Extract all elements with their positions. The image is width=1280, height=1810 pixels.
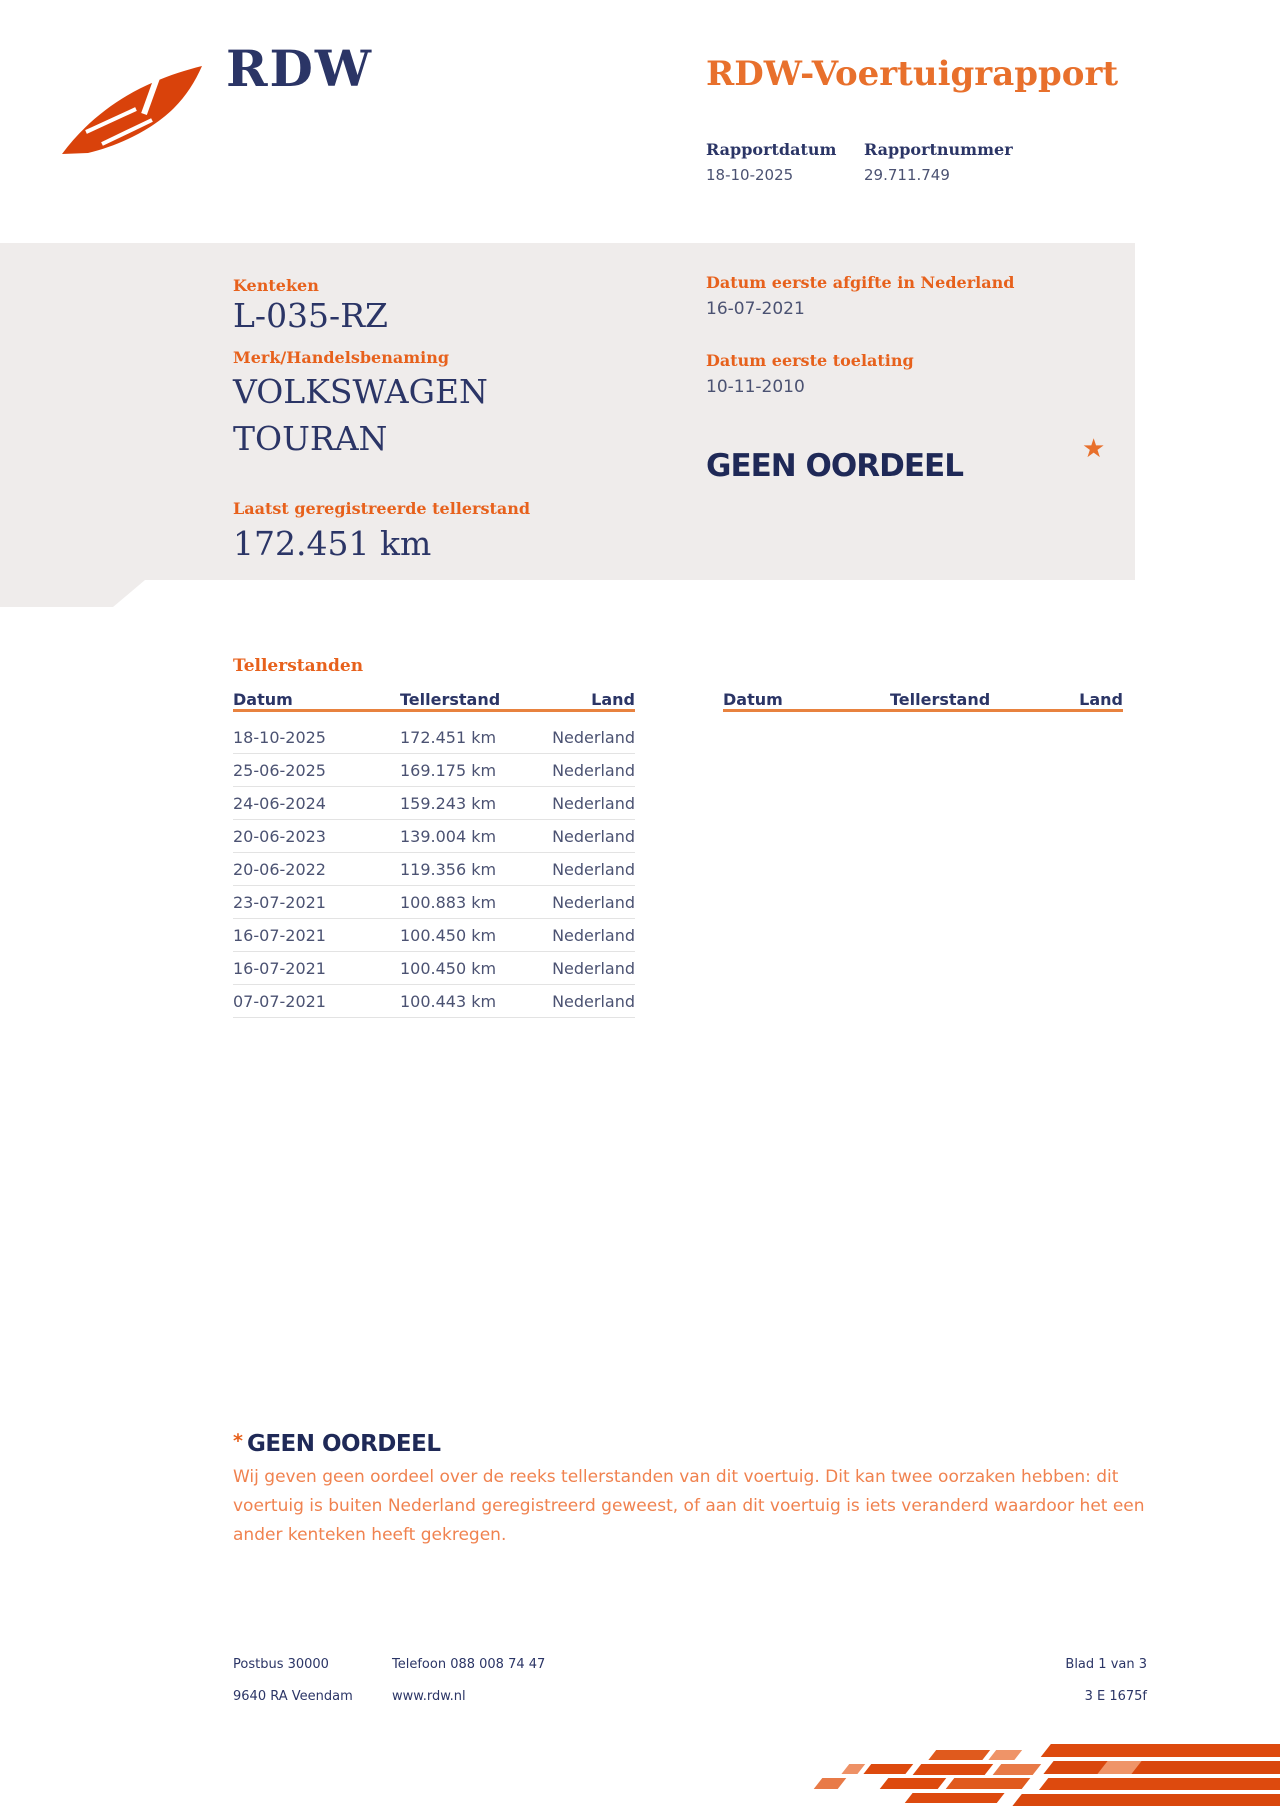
footnote-body-line: Wij geven geen oordeel over de reeks tellerstanden van dit voertuig. Dit kan twee oorzaken hebben: dit — [233, 1467, 1119, 1487]
rdw-feather-logo-icon — [56, 62, 208, 160]
kenteken-value: L-035-RZ — [233, 296, 388, 335]
footer-phone: Telefoon 088 008 74 47 — [392, 1657, 546, 1672]
odometer-table-right — [723, 688, 1123, 721]
table-row: 18-10-2025 172.451 km Nederland — [233, 721, 635, 754]
afgifte-label: Datum eerste afgifte in Nederland — [706, 273, 1015, 292]
merk-value-line1: VOLKSWAGEN — [233, 372, 488, 411]
column-header-datum: Datum — [233, 690, 293, 709]
vehicle-summary-panel — [0, 243, 1135, 607]
footer-address-line2: 9640 RA Veendam — [233, 1689, 353, 1704]
table-header — [723, 688, 1123, 712]
odometer-table-left — [233, 688, 635, 1018]
footnote-title: GEEN OORDEEL — [246, 1431, 441, 1457]
footer-page-indicator: Blad 1 van 3 — [1065, 1657, 1147, 1672]
asterisk-icon: * — [233, 1430, 243, 1452]
column-header-tellerstand: Tellerstand — [890, 690, 991, 709]
report-date-label: Rapportdatum — [706, 140, 837, 159]
kenteken-label: Kenteken — [233, 276, 319, 295]
report-date-value: 18-10-2025 — [706, 166, 794, 184]
table-row: 16-07-2021 100.450 km Nederland — [233, 919, 635, 952]
page-title: RDW-Voertuigrapport — [706, 54, 1119, 94]
column-header-datum: Datum — [723, 690, 783, 709]
report-number-label: Rapportnummer — [864, 140, 1013, 159]
footer-website: www.rdw.nl — [392, 1689, 466, 1704]
table-row: 24-06-2024 159.243 km Nederland — [233, 787, 635, 820]
verdict-text: GEEN OORDEEL — [706, 448, 963, 484]
toelating-value: 10-11-2010 — [706, 377, 805, 397]
star-icon: ★ — [1082, 434, 1106, 464]
merk-value-line2: TOURAN — [233, 419, 388, 458]
toelating-label: Datum eerste toelating — [706, 351, 914, 370]
table-row: 16-07-2021 100.450 km Nederland — [233, 952, 635, 985]
brand-wordmark: RDW — [226, 39, 374, 98]
column-header-land: Land — [1079, 690, 1123, 709]
rdw-footer-decoration — [748, 1740, 1280, 1810]
table-header — [233, 688, 635, 712]
footer-address-line1: Postbus 30000 — [233, 1657, 329, 1672]
footnote-body — [233, 1463, 1173, 1550]
footnote-body-line: ander kenteken heeft gekregen. — [233, 1525, 507, 1545]
column-header-land: Land — [591, 690, 635, 709]
report-number-value: 29.711.749 — [864, 166, 950, 184]
merk-label: Merk/Handelsbenaming — [233, 348, 450, 367]
column-header-tellerstand: Tellerstand — [400, 690, 501, 709]
table-row: 20-06-2022 119.356 km Nederland — [233, 853, 635, 886]
tellerstand-value: 172.451 km — [233, 524, 432, 563]
footnote-title-row — [233, 1430, 440, 1457]
footer-form-code: 3 E 1675f — [1084, 1689, 1147, 1704]
footnote-body-line: voertuig is buiten Nederland geregistreerd geweest, of aan dit voertuig is iets veranderd waardoor het een — [233, 1496, 1145, 1516]
table-row: 25-06-2025 169.175 km Nederland — [233, 754, 635, 787]
table-row: 20-06-2023 139.004 km Nederland — [233, 820, 635, 853]
tellerstanden-section-title: Tellerstanden — [233, 656, 364, 676]
tellerstand-label: Laatst geregistreerde tellerstand — [233, 499, 531, 518]
afgifte-value: 16-07-2021 — [706, 299, 805, 319]
table-row: 23-07-2021 100.883 km Nederland — [233, 886, 635, 919]
table-row: 07-07-2021 100.443 km Nederland — [233, 985, 635, 1018]
